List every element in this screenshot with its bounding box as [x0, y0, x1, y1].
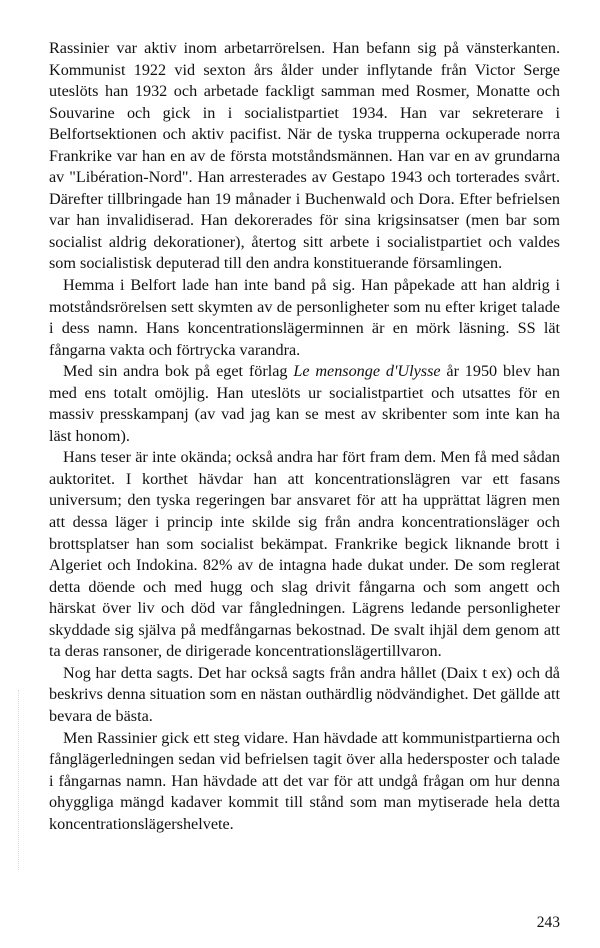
paragraph-step-further: Men Rassinier gick ett steg vidare. Han hävdade att kommunistpartierna och fånglägerledningen sedan vid befrielsen tagit över alla hedersposter och talade i fångarnas namn. Han hävdade att det var för att undgå frågan om hur denna ohyggliga mängd kadaver kommit till stånd som man mytiserade hela detta koncentrationslägershelvete.: [49, 728, 560, 833]
paragraph-text-before-title: Med sin andra bok på eget förlag: [63, 362, 294, 381]
paragraph-other-side: Nog har detta sagts. Det har också sagts från andra hållet (Daix t ex) och då beskrivs denna situation som en nästan outhärdlig nödvändighet. Det gällde att bevara de bästa.: [49, 663, 560, 725]
paragraph-rassinier-background: Rassinier var aktiv inom arbetarrörelsen. Han befann sig på vänsterkanten. Kommunist 1922 vid sexton års ålder under inflytande från Victor Serge uteslöts han 1932 och arbetade fackligt samman med Rosmer, Monatte och Souvarine och gick in i socialistpartiet 1934. Han var sekreterare i Belfortsektionen och aktiv pacifist. När de tyska trupperna ockuperade norra Frankrike var han en av de första motståndsmännen. Han var en av grundarna av "Libération-Nord". Han arresterades av Gestapo 1943 och torterades svårt. Därefter tillbringade han 19 månader i Buchenwald och Dora. Efter befrielsen var han invalidiserad. Han dekorerades för sina krigsinsatser (men bar som socialist aldrig dekorationer), återtog sitt arbete i socialistpartiet och valdes som socialistisk deputerad till den andra konstituerande församlingen.: [49, 39, 560, 273]
page-number: 243: [536, 914, 560, 931]
paragraph-text-after-title: år 1950 blev han med ens totalt omöjlig. Han uteslöts ur socialistpartiet och utsattes för en massiv presskampanj (av vad jag kan se mest av skribenter som inte kan ha läst honom).: [49, 362, 560, 445]
book-title: Le mensonge d'Ulysse: [293, 362, 441, 381]
paragraph-belfort: Hemma i Belfort lade han inte band på sig. Han påpekade att han aldrig i motståndsrörelsen sett skymten av de personligheter som nu efter kriget talade i dess namn. Hans koncentrationslägerminnen är en mörk läsning. SS lät fångarna vakta och förtrycka varandra.: [49, 276, 560, 359]
paragraph-theses: Hans teser är inte okända; också andra har fört fram dem. Men få med sådan auktoritet. I korthet hävdar han att koncentrationslägren var ett fasans universum; den tyska regeringen bar ansvaret för att ha upprättat lägren men att dessa läger i princip inte skilde sig från andra koncentrationsläger och brottsplatser han som socialist bekämpat. Frankrike begick liknande brott i Algeriet och Indokina. 82% av de intagna hade dukat under. De som reglerat detta döende och med hugg och slag drivit fångarna och som angett och härskat över liv och död var fångledningen. Lägrens ledande personligheter skyddade sig själva på medfångarnas bekostnad. De svalt ihjäl dem genom att ta deras ransoner, de dirigerade koncentrationslägertillvaron.: [49, 448, 560, 661]
paragraph-second-book: [49, 361, 560, 447]
book-page-text: [49, 38, 560, 835]
scan-margin-artifact: [18, 690, 21, 870]
